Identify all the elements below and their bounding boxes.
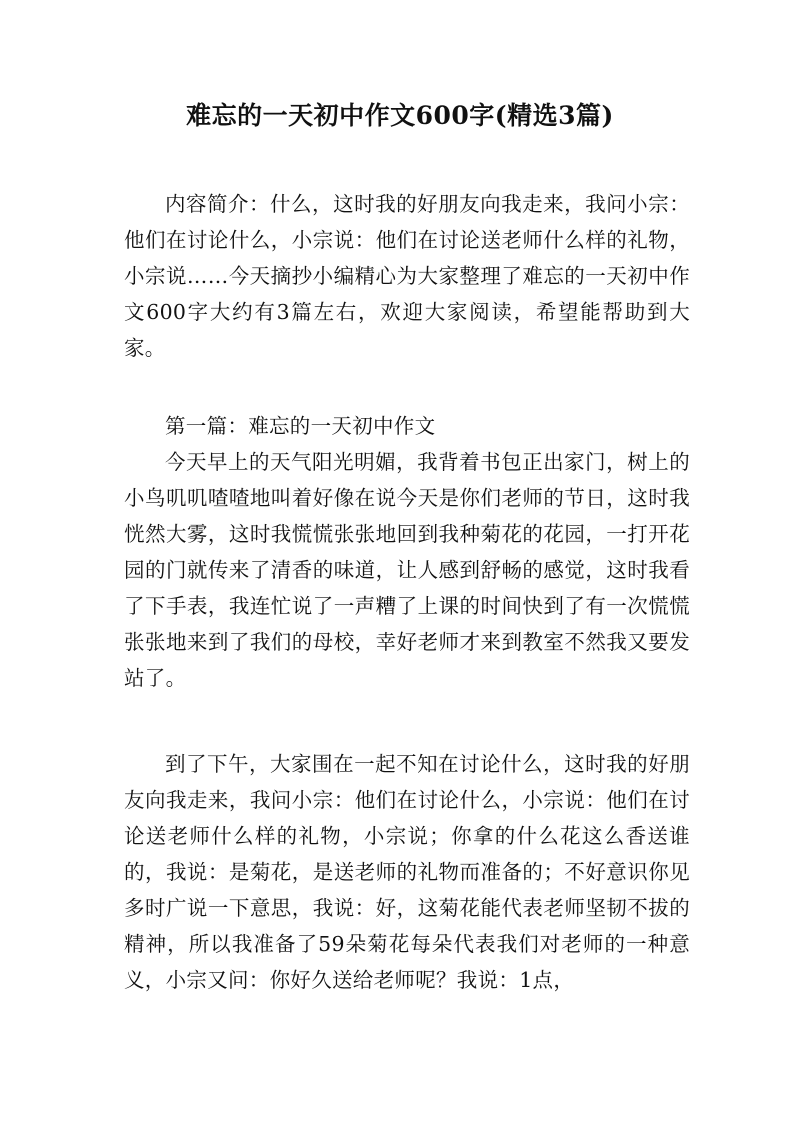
summary-paragraph: 内容简介：什么，这时我的好朋友向我走来，我问小宗：他们在讨论什么，小宗说：他们在讨论送老师什么样的礼物，小宗说……今天摘抄小编精心为大家整理了难忘的一天初中作文600字大约有3篇左右，欢迎大家阅读，希望能帮助到大家。 [124,192,690,360]
document-title: 难忘的一天初中作文600字(精选3篇) [186,101,614,130]
section-heading: 第一篇：难忘的一天初中作文 [165,414,436,438]
body-paragraph-1: 今天早上的天气阳光明媚，我背着书包正出家门，树上的小鸟叽叽喳喳地叫着好像在说今天是你们老师的节日，这时我恍然大雾，这时我慌慌张张地回到我种菊花的花园，一打开花园的门就传来了清香的味道，让人感到舒畅的感觉，这时我看了下手表，我连忙说了一声糟了上课的时间快到了有一次慌慌张张地来到了我们的母校，幸好老师才来到教室不然我又要发站了。 [124,450,690,690]
body-paragraph-2: 到了下午，大家围在一起不知在讨论什么，这时我的好朋友向我走来，我问小宗：他们在讨论什么，小宗说：他们在讨论送老师什么样的礼物，小宗说；你拿的什么花这么香送谁的，我说：是菊花，是送老师的礼物而准备的；不好意识你见多时广说一下意思，我说：好，这菊花能代表老师坚韧不拔的精神，所以我准备了59朵菊花每朵代表我们对老师的一种意义，小宗又问：你好久送给老师呢？我说：1点， [124,752,690,992]
